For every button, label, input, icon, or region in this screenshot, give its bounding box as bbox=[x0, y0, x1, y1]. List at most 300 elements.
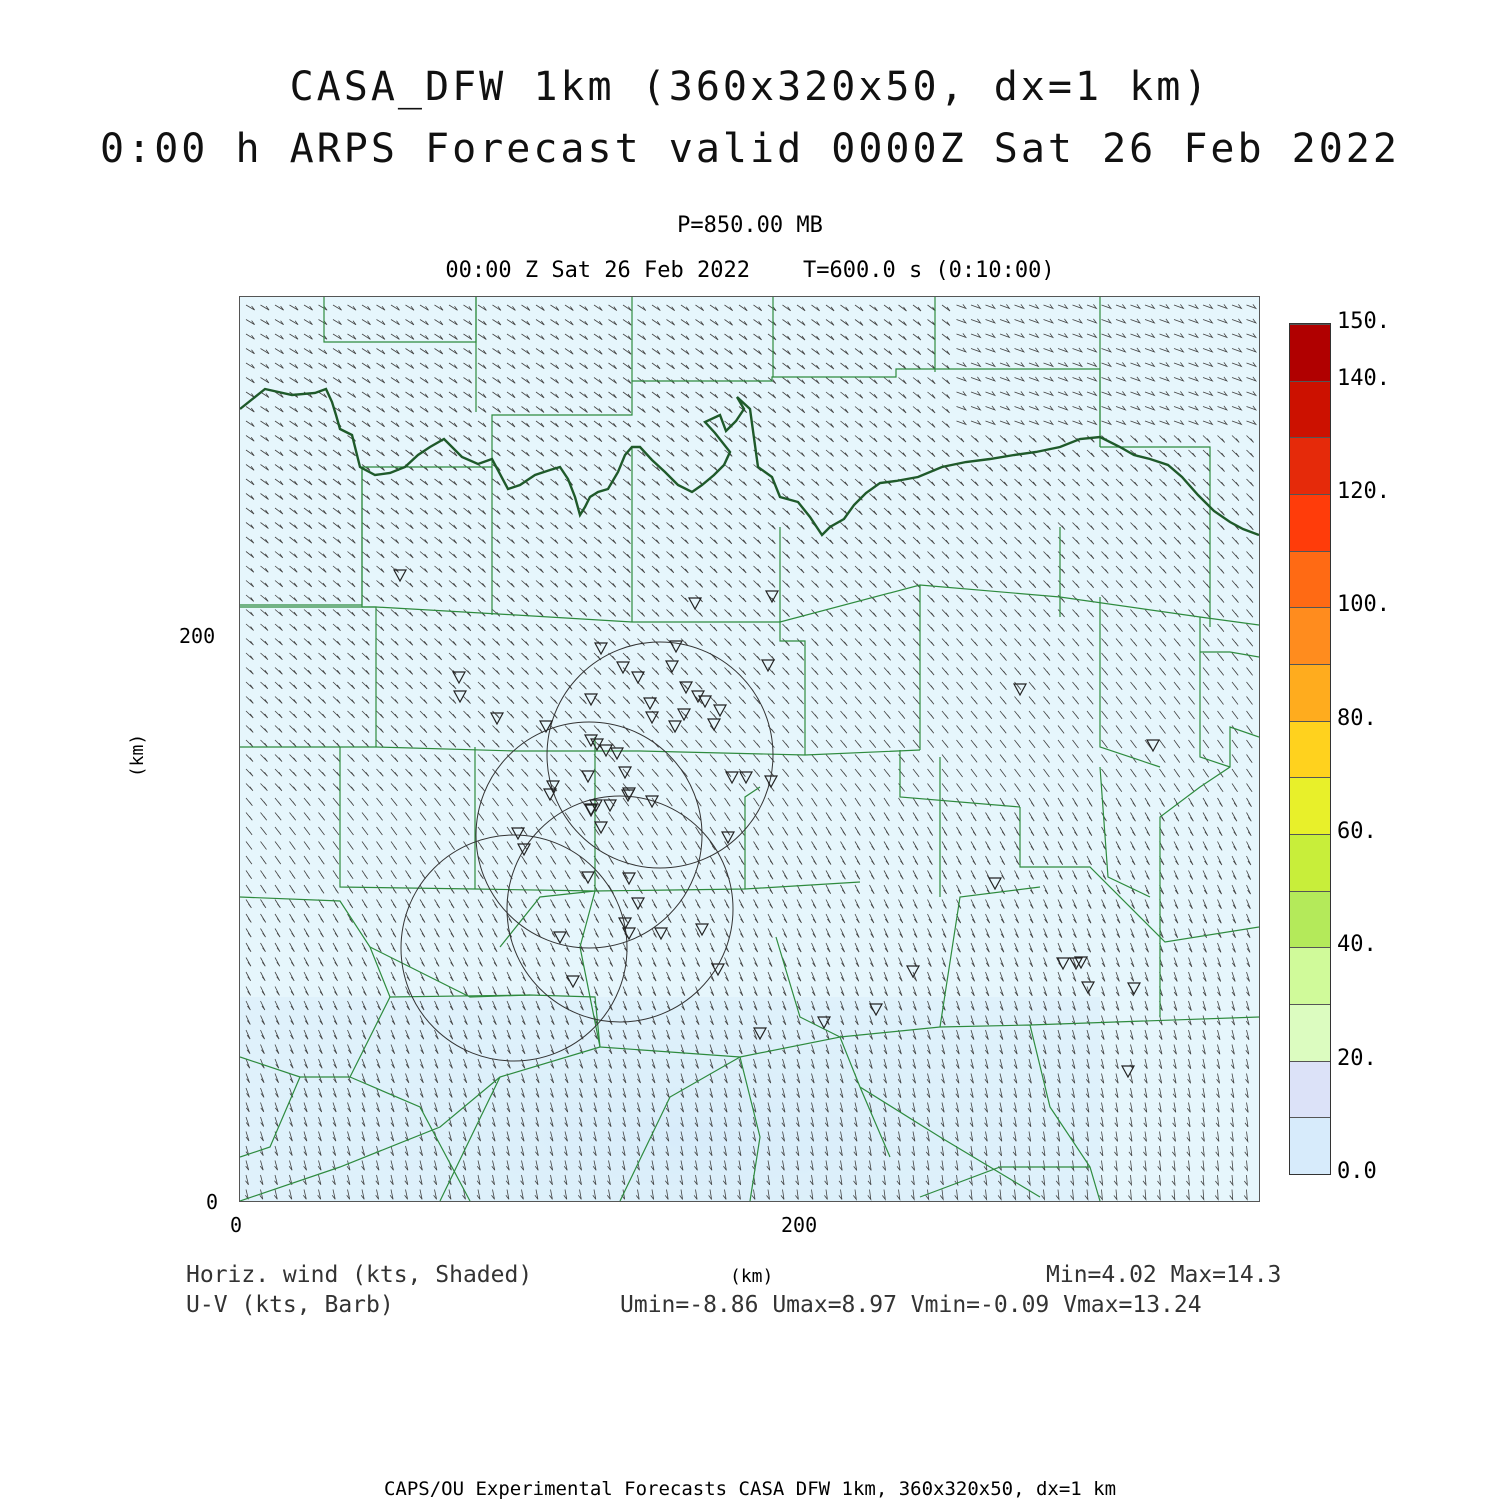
wind-barb bbox=[1102, 319, 1111, 323]
wind-barb bbox=[652, 726, 659, 734]
wind-barb bbox=[710, 798, 716, 806]
wind-barb bbox=[275, 842, 281, 850]
wind-barb bbox=[333, 581, 341, 588]
wind-barb bbox=[1000, 566, 1007, 573]
wind-barb bbox=[1232, 537, 1239, 544]
wind-barb bbox=[913, 436, 921, 443]
wind-barb bbox=[725, 334, 733, 340]
wind-barb bbox=[609, 523, 617, 530]
wind-barb bbox=[812, 508, 819, 515]
wind-barb bbox=[957, 406, 966, 410]
wind-barb bbox=[884, 769, 890, 777]
wind-barb bbox=[928, 494, 935, 501]
wind-barb bbox=[435, 784, 442, 791]
wind-barb bbox=[275, 494, 283, 500]
wind-barb bbox=[246, 465, 254, 471]
wind-barb bbox=[1044, 508, 1051, 515]
wind-barb bbox=[1073, 769, 1079, 777]
wind-barb bbox=[348, 827, 354, 835]
wind-barb bbox=[1203, 842, 1208, 851]
wind-barb bbox=[261, 697, 268, 704]
wind-barb bbox=[812, 711, 819, 719]
wind-barb bbox=[1232, 697, 1238, 705]
wind-barb bbox=[1145, 610, 1152, 618]
wind-barb bbox=[507, 639, 514, 646]
wind-barb bbox=[942, 566, 949, 573]
wind-barb bbox=[768, 566, 775, 573]
wind-barb bbox=[957, 842, 962, 851]
wind-barb bbox=[609, 465, 617, 471]
wind-barb bbox=[275, 711, 282, 718]
wind-barb bbox=[638, 755, 645, 763]
wind-barb bbox=[623, 349, 631, 355]
wind-barb bbox=[551, 407, 559, 413]
wind-barb bbox=[493, 349, 501, 355]
wind-barb bbox=[667, 334, 675, 340]
wind-barb bbox=[710, 813, 716, 821]
wind-barb bbox=[580, 392, 588, 398]
wind-barb bbox=[449, 827, 455, 835]
wind-barb bbox=[638, 798, 644, 806]
wind-barb bbox=[275, 813, 281, 821]
wind-barb bbox=[1087, 566, 1094, 573]
wind-barb bbox=[580, 552, 588, 559]
wind-barb bbox=[1058, 653, 1064, 661]
wind-barb bbox=[623, 334, 631, 340]
wind-barb bbox=[493, 450, 501, 456]
wind-barb bbox=[1131, 362, 1140, 366]
wind-barb bbox=[449, 566, 457, 573]
wind-barb bbox=[638, 320, 646, 326]
wind-barb bbox=[942, 740, 948, 748]
wind-barb bbox=[507, 668, 514, 675]
wind-barb bbox=[493, 842, 499, 850]
wind-barb bbox=[261, 653, 268, 660]
wind-barb bbox=[1247, 566, 1254, 574]
wind-barb bbox=[1247, 377, 1256, 381]
wind-barb bbox=[609, 320, 617, 326]
wind-barb bbox=[884, 581, 891, 588]
wind-barb bbox=[841, 798, 847, 806]
wind-barb bbox=[1145, 813, 1150, 822]
wind-barb bbox=[362, 581, 370, 588]
wind-barb bbox=[1203, 362, 1212, 366]
wind-barb bbox=[725, 552, 732, 559]
wind-barb bbox=[652, 653, 659, 660]
wind-barb bbox=[275, 523, 283, 529]
wind-barb bbox=[319, 784, 326, 791]
wind-barb bbox=[826, 769, 832, 777]
wind-barb bbox=[783, 450, 791, 457]
wind-barb bbox=[246, 320, 255, 325]
wind-barb bbox=[899, 552, 906, 559]
wind-barb bbox=[652, 682, 659, 689]
wind-barb bbox=[1087, 391, 1096, 395]
wind-barb bbox=[362, 624, 369, 631]
wind-barb bbox=[1087, 552, 1094, 559]
wind-barb bbox=[1029, 377, 1038, 381]
wind-barb bbox=[362, 856, 368, 864]
wind-barb bbox=[406, 392, 414, 398]
wind-barb bbox=[333, 856, 339, 864]
wind-barb bbox=[884, 552, 891, 559]
wind-barb bbox=[1073, 566, 1080, 573]
wind-barb bbox=[710, 769, 716, 777]
wind-barb bbox=[1116, 842, 1121, 851]
wind-barb bbox=[754, 624, 761, 631]
wind-barb bbox=[551, 479, 559, 485]
wind-barb bbox=[783, 508, 790, 515]
wind-barb bbox=[275, 740, 282, 747]
wind-barb bbox=[290, 320, 299, 325]
wind-barb bbox=[362, 784, 369, 791]
wind-barb bbox=[826, 421, 834, 427]
wind-shading-higher bbox=[240, 997, 1100, 1201]
wind-barb bbox=[435, 798, 441, 806]
wind-barb bbox=[261, 537, 269, 543]
wind-barb bbox=[565, 711, 572, 718]
wind-barb bbox=[1145, 391, 1154, 395]
wind-barb bbox=[841, 668, 848, 676]
wind-barb bbox=[246, 610, 254, 617]
wind-barb bbox=[783, 421, 791, 427]
wind-barb bbox=[304, 610, 312, 617]
wind-barb bbox=[710, 537, 717, 544]
wind-barb bbox=[290, 421, 298, 427]
wind-barb bbox=[884, 842, 889, 851]
wind-barb bbox=[478, 407, 486, 413]
wind-barb bbox=[1102, 333, 1111, 337]
wind-barb bbox=[739, 856, 744, 865]
wind-barb bbox=[246, 624, 254, 631]
wind-barb bbox=[1247, 610, 1253, 618]
wind-barb bbox=[913, 798, 919, 806]
wind-barb bbox=[391, 334, 399, 339]
wind-barb bbox=[942, 726, 948, 734]
wind-barb bbox=[899, 421, 907, 428]
wind-barb bbox=[667, 552, 674, 559]
wind-barb bbox=[797, 363, 805, 369]
wind-barb bbox=[1000, 333, 1009, 337]
wind-barb bbox=[681, 392, 689, 398]
wind-barb bbox=[797, 334, 805, 340]
wind-barb bbox=[1145, 348, 1154, 352]
wind-barb bbox=[493, 537, 501, 544]
wind-barb bbox=[478, 595, 485, 602]
wind-barb bbox=[449, 595, 456, 602]
wind-barb bbox=[1015, 610, 1022, 617]
wind-barb bbox=[1073, 784, 1079, 792]
wind-barb bbox=[333, 697, 340, 704]
wind-barb bbox=[609, 407, 617, 413]
colorbar-segment bbox=[1290, 834, 1330, 891]
wind-barb bbox=[1160, 479, 1167, 486]
wind-barb bbox=[391, 305, 400, 310]
wind-barb bbox=[725, 624, 732, 631]
wind-barb bbox=[348, 740, 355, 747]
wind-barb bbox=[957, 523, 964, 530]
wind-barb bbox=[841, 595, 848, 602]
wind-barb bbox=[1073, 581, 1080, 588]
wind-barb bbox=[377, 697, 384, 704]
wind-barb bbox=[1145, 581, 1152, 589]
wind-barb bbox=[261, 523, 269, 529]
wind-barb bbox=[406, 798, 412, 806]
wind-barb bbox=[1000, 624, 1007, 632]
wind-barb bbox=[1189, 639, 1195, 647]
wind-barb bbox=[739, 697, 746, 704]
wind-barb bbox=[522, 682, 529, 689]
station-triangle bbox=[689, 598, 701, 609]
wind-barb bbox=[1087, 668, 1093, 676]
wind-barb bbox=[710, 450, 718, 456]
wind-barb bbox=[493, 653, 500, 660]
wind-barb bbox=[348, 610, 356, 617]
station-triangle bbox=[714, 705, 726, 716]
wind-barb bbox=[986, 581, 993, 588]
wind-barb bbox=[580, 624, 587, 631]
wind-barb bbox=[942, 784, 948, 792]
wind-barb bbox=[797, 697, 804, 705]
wind-barb bbox=[406, 697, 413, 704]
wind-barb bbox=[493, 378, 501, 384]
wind-barb bbox=[493, 581, 500, 588]
wind-barb bbox=[768, 465, 776, 472]
wind-barb bbox=[884, 711, 890, 719]
wind-barb bbox=[1160, 377, 1169, 381]
wind-barb bbox=[304, 537, 312, 543]
wind-barb bbox=[855, 697, 862, 705]
wind-barb bbox=[652, 421, 660, 427]
wind-barb bbox=[261, 479, 269, 485]
wind-barb bbox=[464, 755, 471, 762]
wind-barb bbox=[1029, 523, 1036, 530]
wind-barb bbox=[971, 624, 978, 631]
wind-barb bbox=[449, 508, 457, 514]
wind-barb bbox=[551, 508, 559, 514]
wind-barb bbox=[1131, 479, 1138, 486]
wind-barb bbox=[812, 827, 817, 836]
wind-barb bbox=[362, 813, 368, 821]
wind-barb bbox=[1116, 711, 1122, 719]
wind-barb bbox=[928, 682, 935, 690]
wind-barb bbox=[1102, 682, 1108, 690]
wind-barb bbox=[580, 465, 588, 471]
wind-barb bbox=[507, 653, 514, 660]
wind-barb bbox=[522, 349, 530, 355]
wind-barb bbox=[971, 697, 977, 705]
wind-barb bbox=[377, 610, 385, 617]
wind-barb bbox=[638, 827, 644, 835]
wind-barb bbox=[493, 682, 500, 689]
wind-barb bbox=[406, 624, 413, 631]
wind-barb bbox=[812, 639, 819, 646]
wind-barb bbox=[1203, 333, 1212, 337]
wind-barb bbox=[594, 334, 602, 340]
wind-barb bbox=[1087, 639, 1094, 647]
wind-barb bbox=[536, 798, 542, 806]
wind-barb bbox=[841, 363, 849, 369]
wind-barb bbox=[638, 349, 646, 355]
wind-barb bbox=[1232, 769, 1238, 777]
wind-barb bbox=[913, 320, 921, 326]
wind-barb bbox=[261, 624, 269, 631]
wind-barb bbox=[435, 349, 443, 355]
wind-barb bbox=[551, 523, 559, 530]
wind-barb bbox=[899, 842, 904, 851]
wind-barb bbox=[609, 581, 616, 588]
wind-barb bbox=[304, 436, 312, 442]
wind-barb bbox=[797, 639, 804, 646]
wind-barb bbox=[971, 333, 980, 337]
wind-barb bbox=[928, 421, 936, 428]
wind-barb bbox=[884, 668, 891, 676]
wind-barb bbox=[435, 421, 443, 427]
wind-barb bbox=[1203, 682, 1209, 690]
wind-barb bbox=[1073, 508, 1080, 515]
wind-barb bbox=[812, 740, 818, 748]
wind-barb bbox=[1131, 465, 1138, 472]
wind-barb bbox=[1131, 436, 1138, 443]
wind-barb bbox=[1087, 624, 1094, 632]
wind-barb bbox=[971, 377, 980, 381]
wind-barb bbox=[913, 595, 920, 602]
wind-barb bbox=[551, 421, 559, 427]
wind-barb bbox=[551, 378, 559, 384]
wind-barb bbox=[507, 624, 514, 631]
wind-barb bbox=[449, 668, 456, 675]
wind-barb bbox=[493, 508, 501, 514]
wind-barb bbox=[870, 465, 878, 472]
wind-barb bbox=[580, 494, 588, 500]
wind-barb bbox=[1174, 668, 1180, 676]
wind-barb bbox=[580, 421, 588, 427]
wind-barb bbox=[986, 856, 991, 865]
wind-barb bbox=[565, 305, 573, 311]
wind-barb bbox=[551, 349, 559, 355]
wind-barb bbox=[1073, 406, 1082, 410]
wind-barb bbox=[667, 305, 675, 311]
wind-barb bbox=[884, 407, 892, 413]
wind-barb bbox=[971, 494, 978, 501]
wind-barb bbox=[406, 813, 412, 821]
wind-barb bbox=[826, 610, 833, 617]
wind-barb bbox=[667, 697, 674, 704]
wind-barb bbox=[507, 711, 514, 718]
wind-barb bbox=[667, 827, 673, 835]
wind-barb bbox=[565, 856, 570, 864]
wind-barb bbox=[406, 450, 414, 456]
wind-barb bbox=[464, 566, 472, 573]
wind-barb bbox=[797, 407, 805, 413]
wind-barb bbox=[652, 334, 660, 340]
wind-barb bbox=[1000, 494, 1007, 501]
wind-barb bbox=[928, 697, 934, 705]
wind-barb bbox=[826, 450, 834, 457]
wind-barb bbox=[1087, 465, 1094, 472]
wind-barb bbox=[1029, 319, 1038, 323]
wind-barb bbox=[348, 407, 356, 413]
wind-barb bbox=[1145, 362, 1154, 366]
wind-barb bbox=[1247, 813, 1252, 822]
wind-barb bbox=[783, 305, 791, 311]
wind-barb bbox=[1102, 465, 1109, 472]
wind-barb bbox=[580, 363, 588, 369]
wind-barb bbox=[1015, 595, 1022, 602]
wind-barb bbox=[1145, 494, 1152, 501]
wind-barb bbox=[304, 378, 312, 384]
wind-barb bbox=[464, 334, 472, 340]
wind-barb bbox=[1000, 362, 1009, 366]
wind-barb bbox=[1015, 624, 1022, 632]
wind-barb bbox=[652, 668, 659, 675]
wind-barb bbox=[594, 378, 602, 384]
wind-barb bbox=[623, 479, 631, 485]
wind-barb bbox=[957, 391, 966, 395]
wind-barb bbox=[348, 320, 357, 325]
wind-barb bbox=[667, 653, 674, 660]
wind-barb bbox=[319, 450, 327, 456]
wind-barb bbox=[725, 465, 733, 472]
wind-barb bbox=[348, 842, 354, 850]
wind-barb bbox=[290, 566, 298, 572]
wind-barb bbox=[304, 798, 310, 806]
wind-barb bbox=[275, 769, 282, 776]
wind-barb bbox=[1029, 827, 1034, 836]
wind-barb bbox=[362, 523, 370, 529]
wind-barb bbox=[348, 813, 354, 821]
wind-barb bbox=[304, 305, 313, 310]
wind-barb bbox=[609, 305, 617, 311]
wind-barb bbox=[377, 842, 383, 850]
wind-barb bbox=[1145, 595, 1152, 603]
wind-barb bbox=[275, 552, 283, 558]
wind-barb bbox=[1015, 798, 1020, 807]
wind-barb bbox=[957, 494, 964, 501]
wind-barb bbox=[768, 305, 776, 311]
wind-barb bbox=[1247, 639, 1253, 647]
wind-barb bbox=[507, 842, 513, 850]
wind-barb bbox=[609, 363, 617, 369]
wind-barb bbox=[812, 653, 819, 660]
wind-barb bbox=[1058, 523, 1065, 530]
wind-barb bbox=[1145, 856, 1150, 865]
wind-barb bbox=[275, 784, 282, 791]
wind-barb bbox=[1058, 827, 1063, 836]
wind-barb bbox=[1029, 740, 1035, 748]
wind-barb bbox=[1015, 813, 1020, 822]
wind-barb bbox=[1247, 333, 1256, 337]
wind-barb bbox=[522, 363, 530, 369]
wind-barb bbox=[493, 595, 500, 602]
wind-barb bbox=[812, 726, 819, 734]
wind-barb bbox=[1160, 784, 1166, 792]
wind-barb bbox=[1116, 827, 1121, 836]
wind-barb bbox=[1189, 711, 1195, 719]
wind-barb bbox=[957, 377, 966, 381]
wind-barb bbox=[986, 494, 993, 501]
wind-barb bbox=[797, 726, 804, 734]
wind-barb bbox=[855, 827, 860, 836]
wind-barb bbox=[1029, 697, 1035, 705]
wind-barb bbox=[449, 581, 457, 588]
wind-barb bbox=[609, 784, 616, 792]
wind-barb bbox=[420, 349, 428, 355]
wind-barb bbox=[304, 668, 311, 675]
wind-barb bbox=[1218, 465, 1225, 472]
wind-barb bbox=[841, 639, 848, 646]
wind-barb bbox=[986, 726, 992, 734]
